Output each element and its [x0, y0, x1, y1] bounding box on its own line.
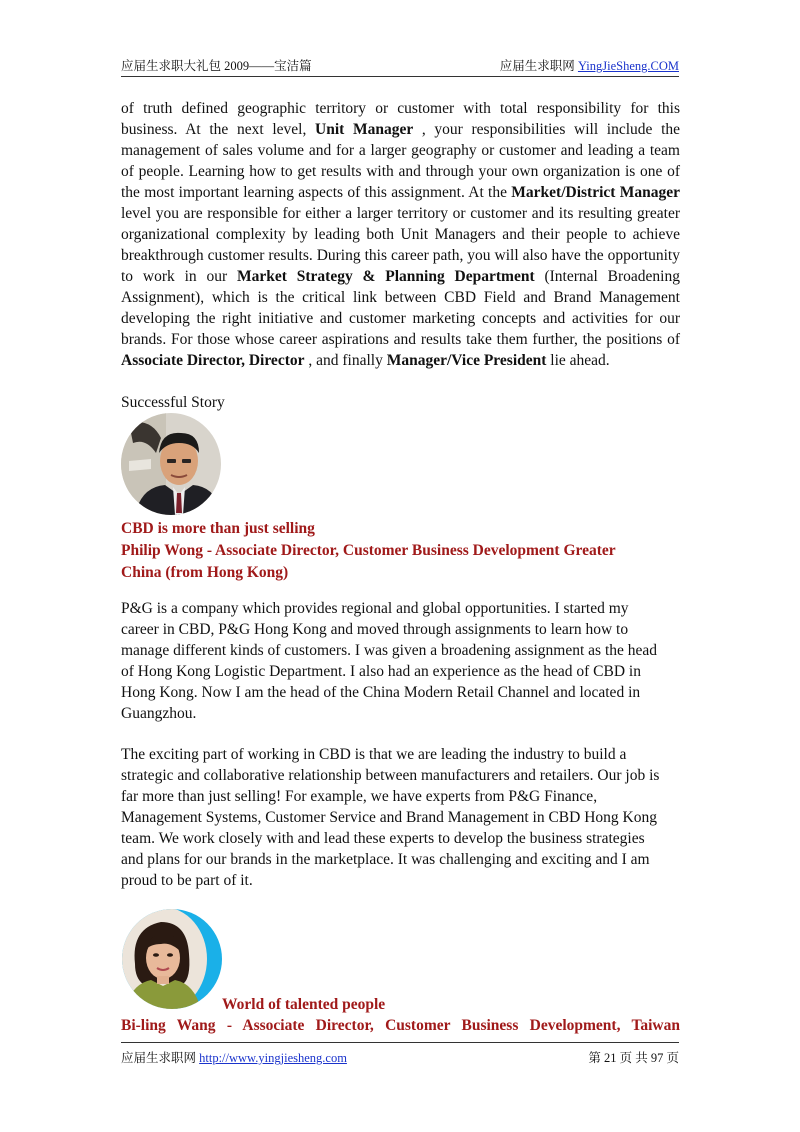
story1-subtitle-line1: Philip Wong - Associate Director, Customer Business Development Greater [121, 542, 616, 559]
story1-paragraph-1: P&G is a company which provides regional and global opportunities. I started my career in CBD, P&G Hong Kong and moved through assignments to learn how to manage different kinds of customers. I was given a broadening assignment as the head of Hong Kong Logistic Department. I also had an experience as the head of CBD in Hong Kong. Now I am the head of the China Modern Retail Channel and located in Guangzhou. [121, 600, 658, 722]
intro-text-1: of truth defined geographic territory or customer with total responsibility for this business. At the next level, [121, 100, 680, 138]
story1-title: CBD is more than just selling [121, 520, 315, 537]
page-footer [121, 1048, 679, 1066]
intro-text-3: level you are responsible for either a larger territory or customer and its resulting greater organizational complexity by leading both Unit Managers and their people to achieve breakthrough customer results. During this career path, you will also have the opportunity to work in our [121, 205, 680, 285]
intro-text-5: , and finally [304, 352, 387, 369]
header-divider [121, 76, 679, 77]
intro-bold-market-district-manager: Market/District Manager [511, 184, 680, 201]
footer-divider [121, 1042, 679, 1043]
portrait-photo-woman [121, 908, 223, 1010]
page-number: 第 21 页 共 97 页 [588, 1051, 679, 1065]
story1-subtitle-line2: China (from Hong Kong) [121, 564, 289, 581]
header-site [500, 56, 679, 74]
intro-bold-vice-president: Manager/Vice President [386, 352, 547, 369]
story2-title: World of talented people [222, 996, 386, 1013]
header-site-label: 应届生求职网 [499, 59, 578, 73]
footer-site-link[interactable]: http://www.yingjiesheng.com [199, 1051, 347, 1065]
header-site-link[interactable]: YingJieSheng.COM [577, 59, 679, 73]
footer-site-label: 应届生求职网 [121, 1051, 200, 1065]
header-title: 应届生求职大礼包 2009——宝洁篇 [121, 59, 312, 73]
intro-bold-associate-director: Associate Director, Director [121, 352, 305, 369]
intro-bold-unit-manager: Unit Manager [315, 121, 414, 138]
intro-bold-market-strategy: Market Strategy & Planning Department [236, 268, 535, 285]
story1-paragraph-2: The exciting part of working in CBD is that we are leading the industry to build a strategic and collaborative relationship between manufacturers and retailers. Our job is far more than just selling! For example, we have experts from P&G Finance, Management Systems, Customer Service and Brand Management in CBD Hong Kong team. We work closely with and lead these experts to develop the business strategies and plans for our brands in the marketplace. It was challenging and exciting and I am proud to be part of it. [121, 746, 660, 889]
story2-subtitle: Bi-ling Wang - Associate Director, Customer Business Development, Taiwan [121, 1017, 680, 1034]
footer-site [121, 1048, 347, 1066]
intro-text-2: , your responsibilities will include the management of sales volume and for a larger geography or customer and leading a team of people. Learning how to get results with and through your own organization is one of the most important learning aspects of this assignment. At the [121, 121, 681, 201]
page-header [121, 56, 679, 74]
intro-paragraph [121, 98, 680, 371]
successful-story-label: Successful Story [121, 394, 225, 411]
intro-text-6: lie ahead. [546, 352, 610, 369]
portrait-photo-man [121, 413, 221, 515]
intro-text-4: (Internal Broadening Assignment), which is the critical link between CBD Field and Brand Management developing the right initiative and customer marketing concepts and activities for our brands. For those whose career aspirations and results take them further, the positions of [121, 268, 680, 348]
